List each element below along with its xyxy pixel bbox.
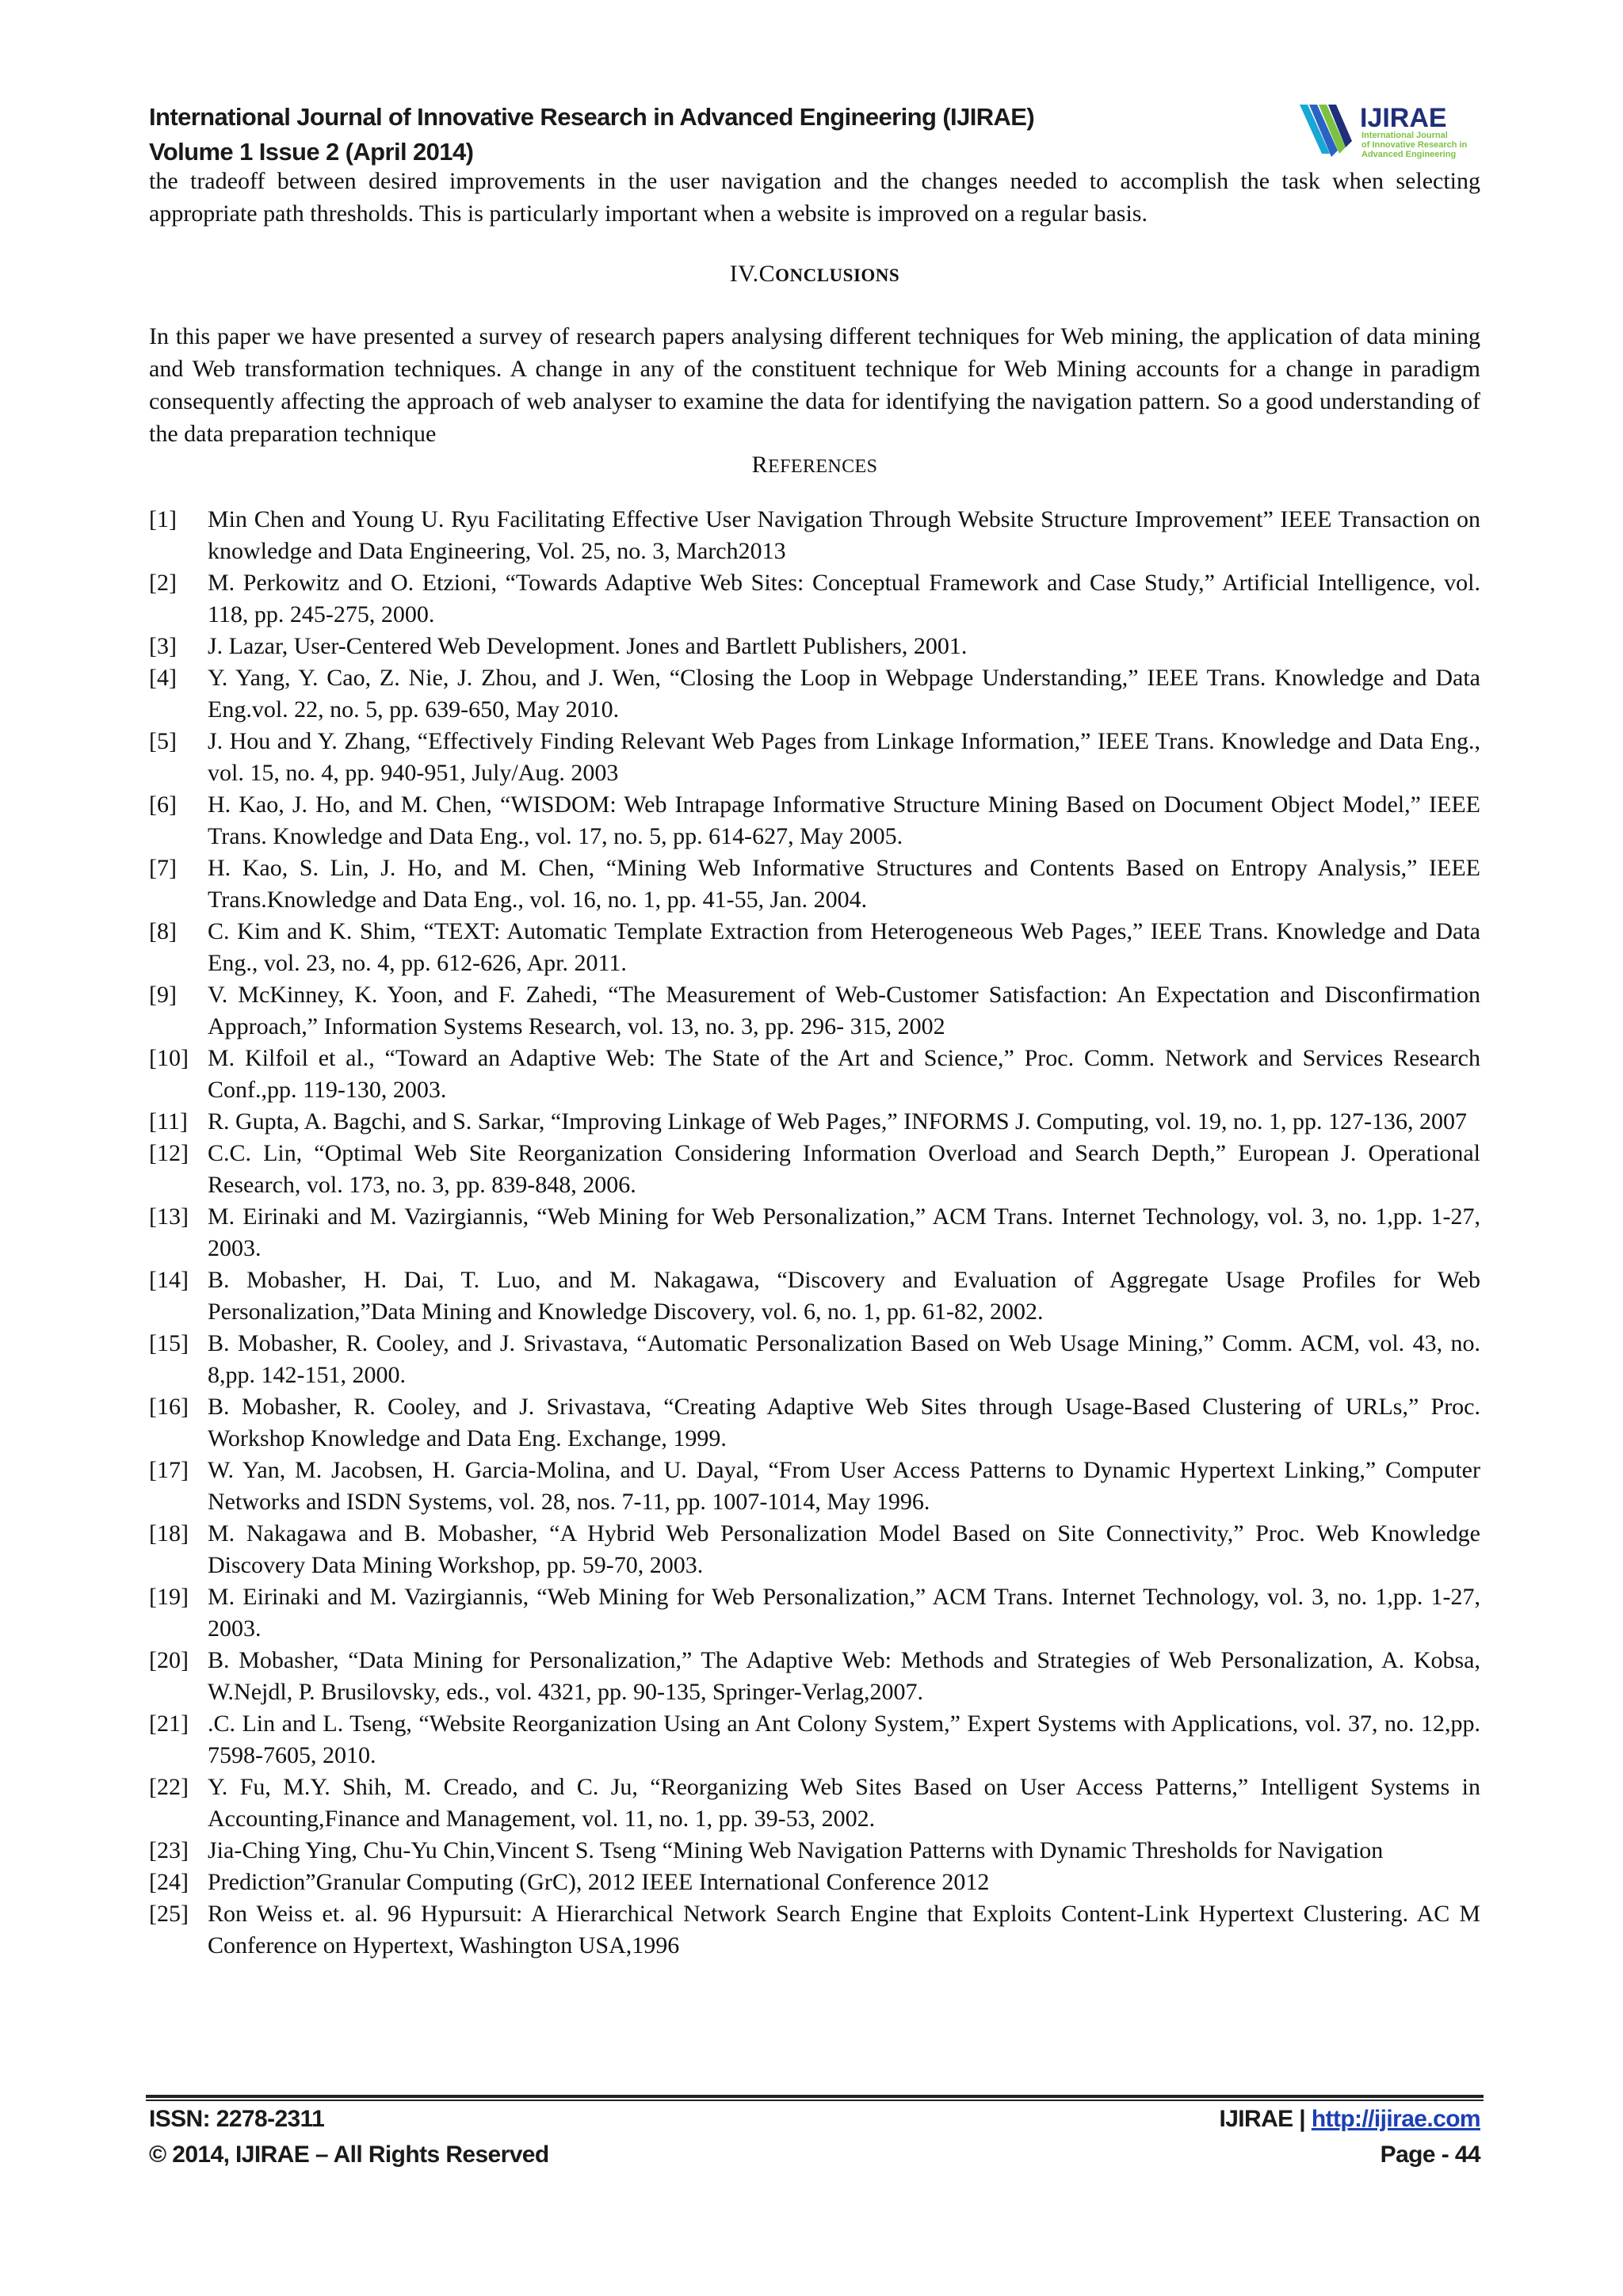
reference-text: H. Kao, S. Lin, J. Ho, and M. Chen, “Mining Web Informative Structures and Contents Based on Entropy Analysis,” IEEE Trans.Knowledge and Data Eng., vol. 16, no. 1, pp. 41-55, Jan. 2004.	[208, 855, 1480, 913]
reference-text: Y. Fu, M.Y. Shih, M. Creado, and C. Ju, “Reorganizing Web Sites Based on User Access Patterns,” Intelligent Systems in Accounting,Finance and Management, vol. 11, no. 1, pp. 39-53, 2002.	[208, 1774, 1480, 1832]
reference-number: [3]	[149, 633, 177, 659]
page-footer	[149, 2101, 1480, 2172]
heading-initial: C	[758, 261, 776, 287]
reference-item	[149, 1264, 1480, 1328]
reference-item	[149, 979, 1480, 1043]
reference-text: W. Yan, M. Jacobsen, H. Garcia-Molina, and U. Dayal, “From User Access Patterns to Dynamic Hypertext Linking,” Computer Networks and ISDN Systems, vol. 28, nos. 7-11, pp. 1007-1014, May 1996.	[208, 1457, 1480, 1515]
issn: ISSN: 2278-2311	[149, 2106, 325, 2132]
reference-item	[149, 1581, 1480, 1645]
reference-text: R. Gupta, A. Bagchi, and S. Sarkar, “Improving Linkage of Web Pages,” INFORMS J. Computing, vol. 19, no. 1, pp. 127-136, 2007	[208, 1108, 1468, 1135]
reference-text: C. Kim and K. Shim, “TEXT: Automatic Template Extraction from Heterogeneous Web Pages,” IEEE Trans. Knowledge and Data Eng., vol. 23, no. 4, pp. 612-626, Apr. 2011.	[208, 918, 1480, 976]
conclusions-heading	[149, 258, 1480, 292]
reference-item	[149, 1043, 1480, 1106]
heading-rest: EFERENCES	[768, 456, 878, 477]
reference-number: [10]	[149, 1045, 189, 1071]
reference-text: C.C. Lin, “Optimal Web Site Reorganization Considering Information Overload and Search Depth,” European J. Operational Research, vol. 173, no. 3, pp. 839-848, 2006.	[208, 1140, 1480, 1198]
heading-rest: ONCLUSIONS	[775, 265, 900, 285]
reference-item	[149, 852, 1480, 916]
reference-number: [17]	[149, 1457, 189, 1483]
reference-number: [25]	[149, 1901, 189, 1927]
reference-text: Prediction”Granular Computing (GrC), 2012 IEEE International Conference 2012	[208, 1869, 990, 1895]
reference-text: B. Mobasher, R. Cooley, and J. Srivastava, “Creating Adaptive Web Sites through Usage-Based Clustering of URLs,” Proc. Workshop Knowledge and Data Eng. Exchange, 1999.	[208, 1394, 1480, 1451]
reference-item	[149, 1708, 1480, 1772]
volume-issue: Volume 1 Issue 2 (April 2014)	[149, 138, 474, 166]
reference-text: M. Perkowitz and O. Etzioni, “Towards Adaptive Web Sites: Conceptual Framework and Case Study,” Artificial Intelligence, vol. 118, pp. 245-275, 2000.	[208, 570, 1480, 627]
reference-number: [20]	[149, 1647, 189, 1673]
reference-number: [15]	[149, 1330, 189, 1356]
reference-item	[149, 1201, 1480, 1264]
reference-number: [9]	[149, 982, 177, 1008]
reference-text: M. Eirinaki and M. Vazirgiannis, “Web Mining for Web Personalization,” ACM Trans. Internet Technology, vol. 3, no. 1,pp. 1-27, 2003.	[208, 1203, 1480, 1261]
reference-item	[149, 504, 1480, 567]
reference-number: [2]	[149, 570, 177, 596]
reference-text: J. Lazar, User-Centered Web Development. Jones and Bartlett Publishers, 2001.	[208, 633, 968, 659]
reference-text: .C. Lin and L. Tseng, “Website Reorganization Using an Ant Colony System,” Expert Systems with Applications, vol. 37, no. 12,pp. 7598-7605, 2010.	[208, 1711, 1480, 1768]
reference-text: Min Chen and Young U. Ryu Facilitating Effective User Navigation Through Website Structure Improvement” IEEE Transaction on knowledge and Data Engineering, Vol. 25, no. 3, March2013	[208, 506, 1480, 564]
references-heading	[149, 452, 1480, 480]
reference-item	[149, 1867, 1480, 1898]
reference-number: [4]	[149, 665, 177, 691]
footer-brand	[1219, 2101, 1480, 2137]
reference-text: Y. Yang, Y. Cao, Z. Nie, J. Zhou, and J. Wen, “Closing the Loop in Webpage Understanding,” IEEE Trans. Knowledge and Data Eng.vol. 22, no. 5, pp. 639-650, May 2010.	[208, 665, 1480, 723]
page-body	[149, 165, 1480, 1962]
footer-rule	[146, 2095, 1484, 2098]
conclusions-paragraph: In this paper we have presented a survey of research papers analysing different techniques for Web mining, the application of data mining and Web transformation techniques. A change in any of the constituent technique for Web Mining accounts for a change in paradigm consequently affecting the approach of web analyser to examine the data for identifying the navigation pattern. So a good understanding of the data preparation technique	[149, 323, 1480, 447]
reference-number: [8]	[149, 918, 177, 944]
heading-initial: R	[751, 452, 769, 478]
reference-number: [7]	[149, 855, 177, 881]
copyright: © 2014, IJIRAE – All Rights Reserved	[149, 2142, 549, 2168]
reference-text: B. Mobasher, R. Cooley, and J. Srivastava, “Automatic Personalization Based on Web Usage Mining,” Comm. ACM, vol. 43, no. 8,pp. 142-151, 2000.	[208, 1330, 1480, 1388]
reference-number: [14]	[149, 1267, 189, 1293]
reference-number: [19]	[149, 1584, 189, 1610]
reference-number: [18]	[149, 1520, 189, 1547]
ijirae-logo	[1298, 98, 1482, 162]
reference-text: Ron Weiss et. al. 96 Hypursuit: A Hierarchical Network Search Engine that Exploits Content-Link Hypertext Clustering. AC M Conference on Hypertext, Washington USA,1996	[208, 1901, 1480, 1958]
reference-item	[149, 1772, 1480, 1835]
reference-text: J. Hou and Y. Zhang, “Effectively Finding Relevant Web Pages from Linkage Information,” IEEE Trans. Knowledge and Data Eng., vol. 15, no. 4, pp. 940-951, July/Aug. 2003	[208, 728, 1480, 786]
reference-number: [13]	[149, 1203, 189, 1230]
journal-link[interactable]: http://ijirae.com	[1311, 2106, 1480, 2132]
reference-number: [16]	[149, 1394, 189, 1420]
reference-item	[149, 1138, 1480, 1201]
reference-number: [24]	[149, 1869, 189, 1895]
reference-number: [21]	[149, 1711, 189, 1737]
reference-item	[149, 1645, 1480, 1708]
reference-item	[149, 1106, 1480, 1138]
reference-item	[149, 1391, 1480, 1455]
footer-journal-name: IJIRAE |	[1219, 2106, 1306, 2132]
intro-paragraph: the tradeoff between desired improvements in the user navigation and the changes needed to accomplish the task when selecting appropriate path thresholds. This is particularly important when a website is improved on a regular basis.	[149, 168, 1480, 227]
reference-text: M. Kilfoil et al., “Toward an Adaptive Web: The State of the Art and Science,” Proc. Comm. Network and Services Research Conf.,pp. 119-130, 2003.	[208, 1045, 1480, 1103]
journal-title: International Journal of Innovative Research in Advanced Engineering (IJIRAE)	[149, 103, 1035, 131]
reference-list	[149, 504, 1480, 1962]
reference-item	[149, 726, 1480, 789]
reference-item	[149, 1518, 1480, 1581]
logo-name: IJIRAE	[1360, 103, 1447, 133]
reference-number: [12]	[149, 1140, 189, 1166]
running-header	[149, 100, 1480, 170]
reference-item	[149, 916, 1480, 979]
logo-tagline-1: International Journal	[1361, 131, 1448, 140]
reference-number: [6]	[149, 791, 177, 818]
reference-item	[149, 567, 1480, 631]
logo-tagline-3: Advanced Engineering	[1361, 150, 1457, 159]
reference-item	[149, 662, 1480, 726]
reference-text: Jia-Ching Ying, Chu-Yu Chin,Vincent S. Tseng “Mining Web Navigation Patterns with Dynamic Thresholds for Navigation	[208, 1837, 1384, 1863]
reference-text: V. McKinney, K. Yoon, and F. Zahedi, “The Measurement of Web-Customer Satisfaction: An Expectation and Disconfirmation Approach,” Information Systems Research, vol. 13, no. 3, pp. 296- 315, 2002	[208, 982, 1480, 1039]
logo-mark-icon	[1298, 98, 1482, 162]
reference-text: H. Kao, J. Ho, and M. Chen, “WISDOM: Web Intrapage Informative Structure Mining Based on Document Object Model,” IEEE Trans. Knowledge and Data Eng., vol. 17, no. 5, pp. 614-627, May 2005.	[208, 791, 1480, 849]
reference-number: [23]	[149, 1837, 189, 1863]
reference-number: [11]	[149, 1108, 188, 1135]
reference-item	[149, 631, 1480, 662]
reference-item	[149, 1898, 1480, 1962]
logo-tagline-2: of Innovative Research in	[1361, 140, 1468, 150]
reference-text: B. Mobasher, “Data Mining for Personalization,” The Adaptive Web: Methods and Strategies of Web Personalization, A. Kobsa, W.Nejdl, P. Brusilovsky, eds., vol. 4321, pp. 90-135, Springer-Verlag,2007.	[208, 1647, 1480, 1705]
reference-item	[149, 1328, 1480, 1391]
reference-text: M. Nakagawa and B. Mobasher, “A Hybrid Web Personalization Model Based on Site Connectivity,” Proc. Web Knowledge Discovery Data Mining Workshop, pp. 59-70, 2003.	[208, 1520, 1480, 1578]
reference-number: [5]	[149, 728, 177, 754]
reference-item	[149, 1835, 1480, 1867]
reference-item	[149, 1455, 1480, 1518]
reference-text: M. Eirinaki and M. Vazirgiannis, “Web Mining for Web Personalization,” ACM Trans. Internet Technology, vol. 3, no. 1,pp. 1-27, 2003.	[208, 1584, 1480, 1642]
page-number: Page - 44	[1380, 2142, 1480, 2168]
reference-text: B. Mobasher, H. Dai, T. Luo, and M. Nakagawa, “Discovery and Evaluation of Aggregate Usage Profiles for Web Personalization,”Data Mining and Knowledge Discovery, vol. 6, no. 1, pp. 61-82, 2002.	[208, 1267, 1480, 1325]
section-number: IV.	[729, 261, 759, 287]
reference-number: [1]	[149, 506, 177, 532]
reference-number: [22]	[149, 1774, 189, 1800]
reference-item	[149, 789, 1480, 852]
